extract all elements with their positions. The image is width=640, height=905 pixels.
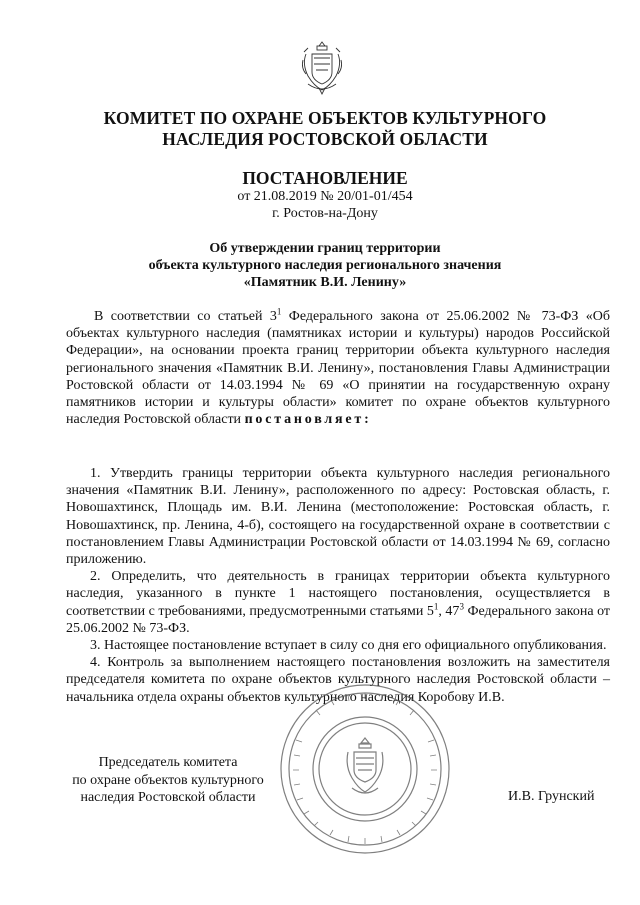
subject-line-2: объекта культурного наследия регионального значения xyxy=(148,258,502,273)
signatory-position xyxy=(68,754,268,807)
intro-paragraph xyxy=(66,308,610,428)
official-seal-icon xyxy=(276,680,454,858)
decree-word: постановляет: xyxy=(244,412,372,428)
org-line-1: КОМИТЕТ ПО ОХРАНЕ ОБЪЕКТОВ КУЛЬТУРНОГО xyxy=(103,108,547,128)
item-2-sup-1: 1 xyxy=(433,600,439,611)
position-line-2: по охране объектов культурного xyxy=(72,772,264,788)
intro-text-2: Федерального закона от 25.06.2002 № 73-ФЗ «Об объектах культурного наследия (памятниках истории и культуры) народов Российской Федерации», на основании проекта границ территории объекта культурного наследия регионального значения «Памятник В.И. Ленину», постановления Главы Администрации Ростовской области от 14.03.1994 № 69 «О принятии на государственную охрану памятников истории и культуры области» комитет по охране объектов культурного наследия Ростовской области xyxy=(66,309,610,428)
item-2-text-2: , 47 xyxy=(438,603,460,619)
coat-of-arms-icon xyxy=(300,40,344,96)
intro-sup-1: 1 xyxy=(276,306,282,317)
document-subject xyxy=(60,240,590,291)
organization-name xyxy=(60,108,590,150)
subject-line-3: «Памятник В.И. Ленину» xyxy=(243,275,407,290)
signatory-name: И.В. Грунский xyxy=(508,789,595,804)
item-4: 4. Контроль за выполнением настоящего постановления возложить на заместителя председателя комитета по охране объектов культурного наследия Ростовской области – начальника отдела охраны объектов культурного наследия Коробову И.В. xyxy=(66,655,610,705)
position-line-1: Председатель комитета xyxy=(98,755,238,770)
item-2 xyxy=(66,568,610,637)
document-date-number: от 21.08.2019 № 20/01-01/454 xyxy=(237,189,413,204)
document-city: г. Ростов-на-Дону xyxy=(272,206,378,221)
item-2-text-3: Федерального закона от 25.06.2002 № 73-ФЗ. xyxy=(66,603,611,636)
item-1: 1. Утвердить границы территории объекта культурного наследия регионального значения «Памятник В.И. Ленину», расположенного по адресу: Ростовская область, г. Новошахтинск, Площадь им. В.И. Ленина (местоположение: Ростовская область, г. Новошахтинск, пр. Ленина, 4-б), состоящего на государственной охране в соответствии с постановлением Главы Администрации Ростовской области от 14.03.1994 № 69, согласно приложению. xyxy=(66,466,610,568)
org-line-2: НАСЛЕДИЯ РОСТОВСКОЙ ОБЛАСТИ xyxy=(162,129,488,149)
item-3: 3. Настоящее постановление вступает в силу со дня его официального опубликования. xyxy=(90,638,607,654)
item-2-text-1: 2. Определить, что деятельность в границах территории объекта культурного наследия, указанного в пункте 1 настоящего постановления, осуществляется в соответствии с требованиями, предусмотренными статьями 5 xyxy=(66,569,610,619)
item-2-sup-2: 3 xyxy=(459,600,464,611)
document-type: ПОСТАНОВЛЕНИЕ xyxy=(242,168,408,188)
position-line-3: наследия Ростовской области xyxy=(80,790,256,805)
decree-items xyxy=(66,465,610,706)
subject-line-1: Об утверждении границ территории xyxy=(209,241,441,256)
intro-text-1: В соответствии со статьей 3 xyxy=(94,309,277,324)
